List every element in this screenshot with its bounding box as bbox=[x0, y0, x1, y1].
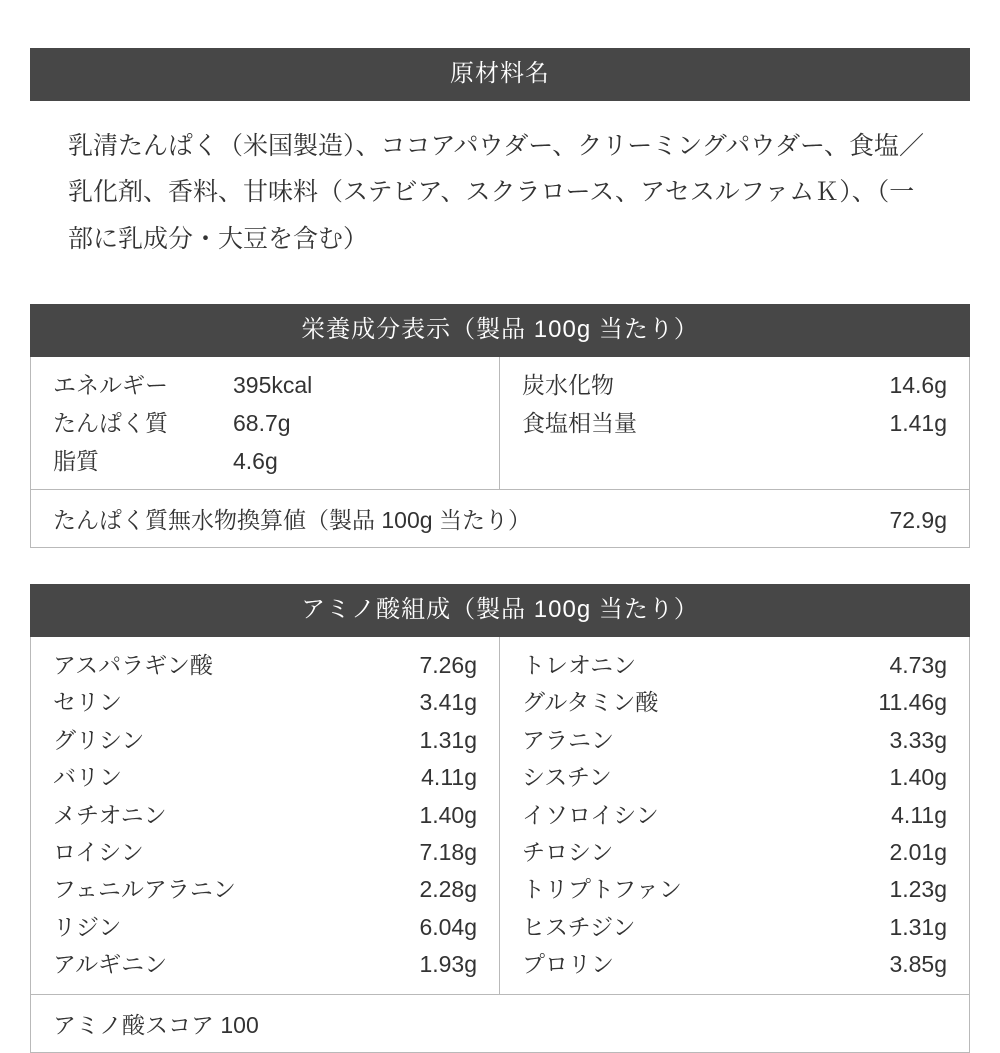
amino-acid-column-left bbox=[31, 637, 500, 994]
nutrition-label: たんぱく質 bbox=[53, 409, 168, 436]
amino-acid-label: アルギニン bbox=[53, 951, 168, 978]
protein-anhydrous-row bbox=[31, 489, 969, 547]
amino-acid-row bbox=[522, 871, 947, 908]
amino-acid-row bbox=[522, 722, 947, 759]
amino-acid-row bbox=[53, 871, 477, 908]
amino-acid-label: セリン bbox=[53, 689, 122, 716]
amino-acid-label: グリシン bbox=[53, 726, 145, 753]
amino-acid-row bbox=[53, 684, 477, 721]
amino-acid-value: 2.28g bbox=[419, 876, 477, 903]
amino-acid-value: 1.23g bbox=[889, 876, 947, 903]
amino-acid-column-right bbox=[500, 637, 969, 994]
amino-acid-row bbox=[522, 946, 947, 983]
nutrition-value: 4.6g bbox=[233, 447, 278, 474]
amino-acid-value: 1.40g bbox=[419, 801, 477, 828]
amino-acid-row bbox=[53, 797, 477, 834]
amino-acid-value: 7.18g bbox=[419, 838, 477, 865]
amino-acid-section bbox=[30, 584, 970, 1053]
amino-acid-value: 7.26g bbox=[419, 651, 477, 678]
amino-acid-label: ヒスチジン bbox=[522, 913, 636, 940]
amino-acid-value: 3.85g bbox=[889, 951, 947, 978]
nutrition-label: 食塩相当量 bbox=[522, 409, 637, 436]
nutrition-header: 栄養成分表示（製品 100g 当たり） bbox=[30, 304, 970, 357]
nutrition-value: 395kcal bbox=[233, 371, 313, 398]
amino-acid-row bbox=[522, 909, 947, 946]
ingredients-header: 原材料名 bbox=[30, 48, 970, 101]
nutrition-label: エネルギー bbox=[53, 371, 168, 398]
nutrition-label: 炭水化物 bbox=[522, 371, 614, 398]
amino-acid-label: ロイシン bbox=[53, 838, 144, 865]
amino-acid-label: リジン bbox=[53, 913, 122, 940]
amino-acid-row bbox=[53, 946, 477, 983]
amino-acid-value: 4.11g bbox=[891, 801, 947, 828]
amino-acid-label: バリン bbox=[53, 764, 122, 791]
amino-acid-row bbox=[53, 909, 477, 946]
protein-anhydrous-value: 72.9g bbox=[889, 506, 947, 533]
amino-acid-label: メチオニン bbox=[53, 801, 167, 828]
amino-acid-value: 1.31g bbox=[419, 726, 477, 753]
nutrition-value: 1.41g bbox=[889, 409, 947, 436]
nutrition-row bbox=[53, 367, 477, 405]
amino-acid-row bbox=[53, 722, 477, 759]
amino-acid-value: 6.04g bbox=[419, 913, 477, 940]
nutrition-column-left bbox=[31, 357, 500, 489]
amino-acid-label: イソロイシン bbox=[522, 801, 659, 828]
nutrition-column-right bbox=[500, 357, 969, 489]
amino-acid-row bbox=[53, 834, 477, 871]
amino-acid-table bbox=[30, 637, 970, 1053]
amino-acid-label: アスパラギン酸 bbox=[53, 651, 213, 678]
protein-anhydrous-label: たんぱく質無水物換算値（製品 100g 当たり） bbox=[53, 506, 531, 533]
nutrition-table bbox=[30, 357, 970, 548]
nutrition-value: 14.6g bbox=[889, 371, 947, 398]
amino-acid-label: トリプトファン bbox=[522, 876, 682, 903]
amino-acid-value: 4.73g bbox=[889, 651, 947, 678]
amino-acid-row bbox=[53, 647, 477, 684]
nutrition-value: 68.7g bbox=[233, 409, 291, 436]
amino-acid-label: チロシン bbox=[522, 838, 614, 865]
amino-acid-row bbox=[522, 759, 947, 796]
amino-acid-columns bbox=[31, 637, 969, 994]
ingredients-section bbox=[30, 48, 970, 262]
amino-acid-header: アミノ酸組成（製品 100g 当たり） bbox=[30, 584, 970, 637]
nutrition-columns bbox=[31, 357, 969, 489]
nutrition-row bbox=[53, 405, 477, 443]
amino-acid-label: シスチン bbox=[522, 764, 612, 791]
ingredients-body-text: 乳清たんぱく（米国製造）、ココアパウダー、クリーミングパウダー、食塩／乳化剤、香料、甘味料（ステビア、スクラロース、アセスルファムＫ）、（一部に乳成分・大豆を含む） bbox=[68, 132, 925, 253]
amino-acid-value: 3.41g bbox=[419, 689, 477, 716]
amino-acid-value: 4.11g bbox=[421, 764, 477, 791]
amino-acid-value: 1.93g bbox=[419, 951, 477, 978]
amino-acid-label: アラニン bbox=[522, 726, 614, 753]
nutrition-label-page bbox=[0, 48, 1000, 1048]
amino-acid-row bbox=[522, 834, 947, 871]
amino-acid-label: フェニルアラニン bbox=[53, 876, 236, 903]
nutrition-row bbox=[522, 367, 947, 405]
amino-acid-value: 1.31g bbox=[889, 913, 947, 940]
amino-acid-value: 1.40g bbox=[889, 764, 947, 791]
amino-acid-label: プロリン bbox=[522, 951, 614, 978]
amino-acid-label: グルタミン酸 bbox=[522, 689, 659, 716]
amino-acid-value: 3.33g bbox=[889, 726, 947, 753]
amino-acid-value: 11.46g bbox=[878, 689, 947, 716]
amino-acid-label: トレオニン bbox=[522, 651, 637, 678]
nutrition-section bbox=[30, 304, 970, 548]
amino-acid-row bbox=[53, 759, 477, 796]
amino-acid-row bbox=[522, 647, 947, 684]
amino-acid-row bbox=[522, 797, 947, 834]
amino-acid-score-row: アミノ酸スコア 100 bbox=[31, 994, 969, 1052]
nutrition-row bbox=[53, 443, 477, 481]
nutrition-label: 脂質 bbox=[53, 447, 99, 474]
nutrition-row bbox=[522, 405, 947, 443]
amino-acid-row bbox=[522, 684, 947, 721]
amino-acid-value: 2.01g bbox=[889, 838, 947, 865]
